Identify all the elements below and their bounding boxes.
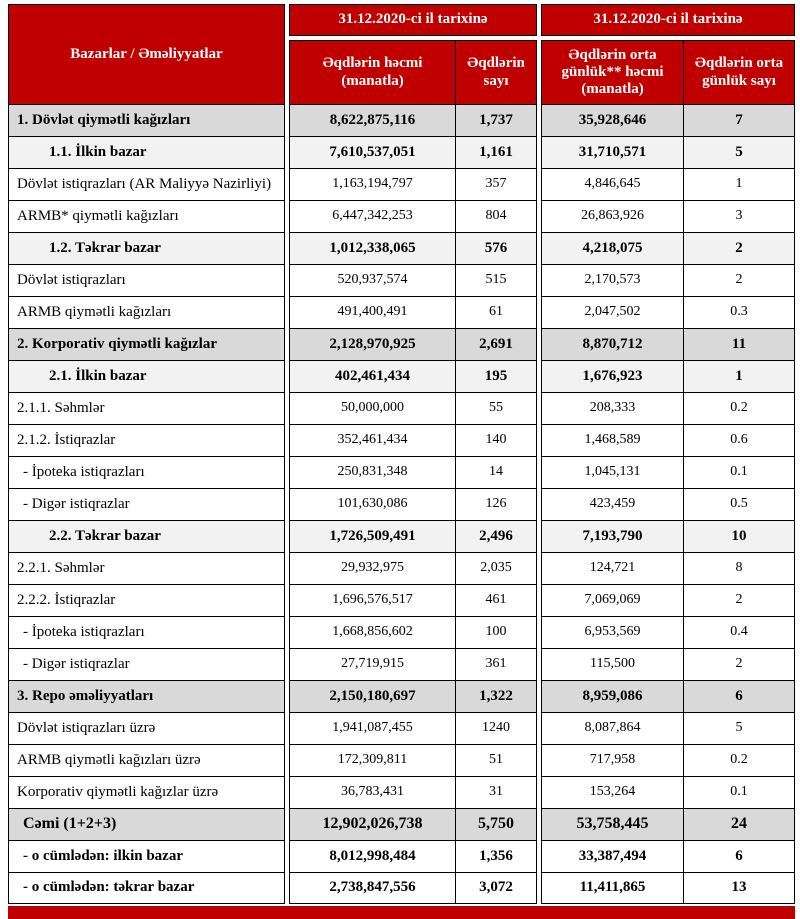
cell-deal-count: 361 xyxy=(455,648,537,680)
cell-avg-daily-count: 24 xyxy=(683,808,795,840)
cell-deal-volume: 7,610,537,051 xyxy=(289,136,455,168)
cell-avg-daily-count: 0.5 xyxy=(683,488,795,520)
cell-avg-daily-count: 5 xyxy=(683,136,795,168)
cell-avg-daily-count: 13 xyxy=(683,872,795,904)
row-label: 2.2.2. İstiqrazlar xyxy=(8,584,285,616)
cell-avg-daily-volume: 7,193,790 xyxy=(541,520,683,552)
cell-deal-count: 126 xyxy=(455,488,537,520)
cell-deal-count: 515 xyxy=(455,264,537,296)
cell-deal-volume: 1,696,576,517 xyxy=(289,584,455,616)
cell-deal-volume: 402,461,434 xyxy=(289,360,455,392)
cell-deal-volume: 29,932,975 xyxy=(289,552,455,584)
cell-avg-daily-volume: 6,953,569 xyxy=(541,616,683,648)
cell-avg-daily-count: 0.2 xyxy=(683,392,795,424)
row-label: 2.2.1. Səhmlər xyxy=(8,552,285,584)
row-label: - Digər istiqrazlar xyxy=(8,488,285,520)
cell-deal-count: 61 xyxy=(455,296,537,328)
cell-deal-volume: 27,719,915 xyxy=(289,648,455,680)
cell-avg-daily-count: 5 xyxy=(683,712,795,744)
cell-avg-daily-volume: 124,721 xyxy=(541,552,683,584)
row-label: Dövlət istiqrazları (AR Maliyyə Nazirliyi) xyxy=(8,168,285,200)
cell-deal-count: 51 xyxy=(455,744,537,776)
row-label: - Digər istiqrazlar xyxy=(8,648,285,680)
cell-avg-daily-volume: 26,863,926 xyxy=(541,200,683,232)
cell-avg-daily-volume: 8,870,712 xyxy=(541,328,683,360)
cell-deal-count: 1,322 xyxy=(455,680,537,712)
row-label: ARMB qiymətli kağızları xyxy=(8,296,285,328)
cell-deal-volume: 1,012,338,065 xyxy=(289,232,455,264)
cell-deal-count: 461 xyxy=(455,584,537,616)
cell-avg-daily-volume: 31,710,571 xyxy=(541,136,683,168)
cell-deal-volume: 36,783,431 xyxy=(289,776,455,808)
cell-avg-daily-count: 6 xyxy=(683,680,795,712)
cell-deal-count: 3,072 xyxy=(455,872,537,904)
cell-avg-daily-volume: 115,500 xyxy=(541,648,683,680)
cell-avg-daily-count: 2 xyxy=(683,264,795,296)
cell-deal-count: 357 xyxy=(455,168,537,200)
row-label: - İpoteka istiqrazları xyxy=(8,616,285,648)
cell-deal-count: 2,035 xyxy=(455,552,537,584)
cell-deal-volume: 2,150,180,697 xyxy=(289,680,455,712)
cell-avg-daily-count: 7 xyxy=(683,104,795,136)
cell-avg-daily-count: 6 xyxy=(683,840,795,872)
cell-avg-daily-count: 0.3 xyxy=(683,296,795,328)
cell-deal-volume: 50,000,000 xyxy=(289,392,455,424)
cell-avg-daily-count: 0.1 xyxy=(683,776,795,808)
table-grid xyxy=(8,4,795,904)
cell-avg-daily-volume: 2,047,502 xyxy=(541,296,683,328)
cell-avg-daily-count: 3 xyxy=(683,200,795,232)
cell-avg-daily-volume: 33,387,494 xyxy=(541,840,683,872)
cell-avg-daily-count: 2 xyxy=(683,584,795,616)
cell-deal-volume: 1,726,509,491 xyxy=(289,520,455,552)
cell-deal-volume: 352,461,434 xyxy=(289,424,455,456)
row-label: 2.1. İlkin bazar xyxy=(8,360,285,392)
cell-avg-daily-count: 2 xyxy=(683,648,795,680)
cell-deal-volume: 250,831,348 xyxy=(289,456,455,488)
row-label: Dövlət istiqrazları xyxy=(8,264,285,296)
cell-avg-daily-volume: 8,959,086 xyxy=(541,680,683,712)
cell-avg-daily-volume: 717,958 xyxy=(541,744,683,776)
cell-avg-daily-volume: 423,459 xyxy=(541,488,683,520)
column-header-deal-volume: Əqdlərin həcmi (manatla) xyxy=(289,40,455,104)
cell-avg-daily-count: 11 xyxy=(683,328,795,360)
column-header-deal-count: Əqdlərin sayı xyxy=(455,40,537,104)
cell-deal-volume: 2,738,847,556 xyxy=(289,872,455,904)
cell-avg-daily-volume: 4,846,645 xyxy=(541,168,683,200)
cell-deal-count: 1,161 xyxy=(455,136,537,168)
column-header-markets-operations: Bazarlar / Əməliyyatlar xyxy=(8,4,285,104)
cell-deal-count: 2,691 xyxy=(455,328,537,360)
cell-deal-volume: 491,400,491 xyxy=(289,296,455,328)
cell-avg-daily-volume: 4,218,075 xyxy=(541,232,683,264)
row-label: 1.2. Təkrar bazar xyxy=(8,232,285,264)
row-label: 2. Korporativ qiymətli kağızlar xyxy=(8,328,285,360)
cell-deal-count: 1240 xyxy=(455,712,537,744)
cell-avg-daily-volume: 11,411,865 xyxy=(541,872,683,904)
cell-avg-daily-volume: 2,170,573 xyxy=(541,264,683,296)
cell-deal-volume: 1,163,194,797 xyxy=(289,168,455,200)
cell-deal-count: 140 xyxy=(455,424,537,456)
cell-deal-count: 2,496 xyxy=(455,520,537,552)
cell-avg-daily-count: 0.6 xyxy=(683,424,795,456)
group-header-date-right: 31.12.2020-ci il tarixinə xyxy=(541,4,795,36)
row-label: Dövlət istiqrazları üzrə xyxy=(8,712,285,744)
cell-deal-count: 576 xyxy=(455,232,537,264)
cell-avg-daily-count: 0.1 xyxy=(683,456,795,488)
cell-deal-count: 5,750 xyxy=(455,808,537,840)
cell-avg-daily-count: 2 xyxy=(683,232,795,264)
cell-deal-volume: 6,447,342,253 xyxy=(289,200,455,232)
cell-deal-volume: 1,668,856,602 xyxy=(289,616,455,648)
cell-avg-daily-volume: 53,758,445 xyxy=(541,808,683,840)
row-label: 2.2. Təkrar bazar xyxy=(8,520,285,552)
row-label: - o cümlədən: ilkin bazar xyxy=(8,840,285,872)
row-label: - o cümlədən: təkrar bazar xyxy=(8,872,285,904)
column-header-avg-daily-volume: Əqdlərin orta günlük** həcmi (manatla) xyxy=(541,40,683,104)
cell-avg-daily-volume: 8,087,864 xyxy=(541,712,683,744)
cell-deal-count: 1,356 xyxy=(455,840,537,872)
cell-avg-daily-volume: 1,676,923 xyxy=(541,360,683,392)
cell-deal-volume: 8,012,998,484 xyxy=(289,840,455,872)
cell-deal-volume: 172,309,811 xyxy=(289,744,455,776)
cell-avg-daily-count: 10 xyxy=(683,520,795,552)
cell-deal-volume: 101,630,086 xyxy=(289,488,455,520)
column-header-avg-daily-count: Əqdlərin orta günlük sayı xyxy=(683,40,795,104)
row-label: 1. Dövlət qiymətli kağızları xyxy=(8,104,285,136)
cell-avg-daily-volume: 35,928,646 xyxy=(541,104,683,136)
cell-deal-volume: 520,937,574 xyxy=(289,264,455,296)
cell-avg-daily-count: 0.2 xyxy=(683,744,795,776)
cell-avg-daily-count: 0.4 xyxy=(683,616,795,648)
cell-deal-volume: 12,902,026,738 xyxy=(289,808,455,840)
row-label: Korporativ qiymətli kağızlar üzrə xyxy=(8,776,285,808)
cell-avg-daily-volume: 1,468,589 xyxy=(541,424,683,456)
footer-accent-bar xyxy=(8,906,795,919)
row-label: ARMB* qiymətli kağızları xyxy=(8,200,285,232)
cell-deal-count: 195 xyxy=(455,360,537,392)
row-label: 3. Repo əməliyyatları xyxy=(8,680,285,712)
cell-avg-daily-volume: 1,045,131 xyxy=(541,456,683,488)
cell-deal-count: 31 xyxy=(455,776,537,808)
cell-deal-volume: 1,941,087,455 xyxy=(289,712,455,744)
row-label: Cəmi (1+2+3) xyxy=(8,808,285,840)
cell-avg-daily-count: 1 xyxy=(683,168,795,200)
cell-deal-count: 100 xyxy=(455,616,537,648)
cell-deal-count: 14 xyxy=(455,456,537,488)
cell-avg-daily-volume: 7,069,069 xyxy=(541,584,683,616)
row-label: ARMB qiymətli kağızları üzrə xyxy=(8,744,285,776)
cell-deal-volume: 8,622,875,116 xyxy=(289,104,455,136)
cell-avg-daily-count: 8 xyxy=(683,552,795,584)
cell-avg-daily-count: 1 xyxy=(683,360,795,392)
cell-deal-count: 1,737 xyxy=(455,104,537,136)
cell-avg-daily-volume: 153,264 xyxy=(541,776,683,808)
cell-deal-count: 55 xyxy=(455,392,537,424)
row-label: 1.1. İlkin bazar xyxy=(8,136,285,168)
cell-deal-count: 804 xyxy=(455,200,537,232)
cell-deal-volume: 2,128,970,925 xyxy=(289,328,455,360)
row-label: 2.1.2. İstiqrazlar xyxy=(8,424,285,456)
row-label: 2.1.1. Səhmlər xyxy=(8,392,285,424)
cell-avg-daily-volume: 208,333 xyxy=(541,392,683,424)
group-header-date-left: 31.12.2020-ci il tarixinə xyxy=(289,4,537,36)
row-label: - İpoteka istiqrazları xyxy=(8,456,285,488)
